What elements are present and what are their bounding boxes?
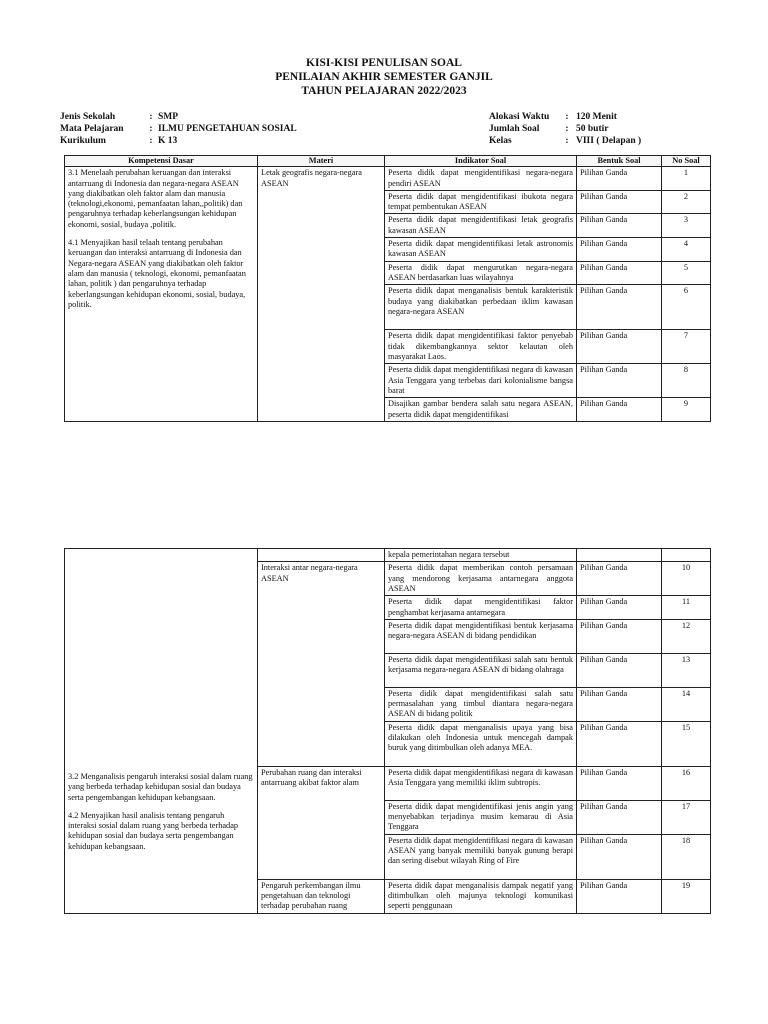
- materi-cell: Letak geografis negara-negara ASEAN: [258, 167, 385, 422]
- info-label: Mata Pelajaran: [60, 124, 124, 134]
- no-soal-cell: 16: [662, 766, 711, 800]
- no-soal-cell: 10: [662, 562, 711, 596]
- indikator-cell: Peserta didik dapat mengidentifikasi salah satu permasalahan yang timbul diantara negara-negara ASEAN di bidang politik: [385, 687, 577, 721]
- bentuk-cell: Pilihan Ganda: [577, 619, 662, 653]
- bentuk-cell: Pilihan Ganda: [577, 398, 662, 422]
- indikator-cell: Peserta didik dapat mengidentifikasi negara-negara pendiri ASEAN: [385, 167, 577, 191]
- info-value: 50 butir: [576, 124, 609, 134]
- no-soal-cell: 18: [662, 834, 711, 879]
- info-row-alokasi-waktu: [489, 111, 641, 123]
- indikator-cell: kepala pemerintahan negara tersebut: [385, 549, 577, 562]
- indikator-cell: Peserta didik dapat mengidentifikasi bentuk kerjasama negara-negara ASEAN di bidang pendidikan: [385, 619, 577, 653]
- info-row-jumlah-soal: [489, 123, 641, 135]
- info-label: Kurikulum: [60, 136, 106, 146]
- indikator-cell: Peserta didik dapat menganalisis bentuk karakteristik budaya yang diakibatkan perbedaan iklim kawasan negara-negara ASEAN: [385, 285, 577, 330]
- info-right: [489, 111, 641, 147]
- indikator-cell: Peserta didik dapat mengidentifikasi jenis angin yang menyebabkan terjadinya musim kemarau di Asia Tenggara: [385, 800, 577, 834]
- materi-cell: Interaksi antar negara-negara ASEAN: [258, 562, 385, 767]
- kd-3-1: 3.1 Menelaah perubahan keruangan dan interaksi antarruang di Indonesia dan negara-negara ASEAN yang diakibatkan oleh faktor alam dan manusia (teknologi,ekonomi, pemanfaatan lahan,,politik) dan pengaruhnya terhadap keberlangsungan kehidupan ekonomi, sosial, budaya ,politik.: [68, 168, 243, 229]
- header-indikator-soal: Indikator Soal: [385, 156, 577, 167]
- info-value: SMP: [158, 112, 179, 122]
- bentuk-cell: Pilihan Ganda: [577, 596, 662, 620]
- no-soal-cell: 12: [662, 619, 711, 653]
- doc-title-line2: PENILAIAN AKHIR SEMESTER GANJIL: [275, 71, 493, 83]
- info-value: K 13: [158, 136, 178, 146]
- info-value: ILMU PENGETAHUAN SOSIAL: [158, 124, 297, 134]
- bentuk-cell: Pilihan Ganda: [577, 330, 662, 364]
- no-soal-cell: 3: [662, 214, 711, 238]
- kompetensi-dasar-cell: [65, 167, 258, 422]
- no-soal-cell: 6: [662, 285, 711, 330]
- no-soal-cell: 1: [662, 167, 711, 191]
- indikator-cell: Peserta didik dapat menganalisis dampak negatif yang ditimbulkan oleh majunya teknologi komunikasi seperti penggunaan: [385, 879, 577, 913]
- bentuk-cell: Pilihan Ganda: [577, 687, 662, 721]
- bentuk-cell: Pilihan Ganda: [577, 285, 662, 330]
- table-header-row: [65, 156, 711, 167]
- kisi-table-part2: [64, 548, 711, 914]
- info-value: VIII ( Delapan ): [576, 136, 642, 146]
- header-no-soal: No Soal: [662, 156, 711, 167]
- info-row-kurikulum: [60, 135, 297, 147]
- no-soal-cell: 7: [662, 330, 711, 364]
- bentuk-cell: Pilihan Ganda: [577, 800, 662, 834]
- indikator-cell: Peserta didik dapat mengidentifikasi letak astronomis kawasan ASEAN: [385, 238, 577, 262]
- kd-4-2: 4.2 Menyajikan hasil analisis tentang pengaruh interaksi sosial dalam ruang yang berbeda terhadap kehidupan sosial dan budaya serta pengembangan kehidupan kebangsaan.: [68, 810, 239, 851]
- no-soal-cell: 8: [662, 364, 711, 398]
- bentuk-cell: Pilihan Ganda: [577, 653, 662, 687]
- indikator-cell: [385, 834, 577, 879]
- no-soal-cell: 17: [662, 800, 711, 834]
- bentuk-cell: Pilihan Ganda: [577, 766, 662, 800]
- kisi-table-part1: [64, 155, 711, 422]
- info-value: 120 Menit: [576, 112, 617, 122]
- no-soal-cell: 15: [662, 721, 711, 766]
- table-row-continued: [65, 549, 711, 562]
- info-label: Jenis Sekolah: [60, 112, 116, 122]
- materi-cell-empty: [258, 549, 385, 562]
- no-soal-cell: 11: [662, 596, 711, 620]
- no-soal-cell: 2: [662, 190, 711, 214]
- indikator-cell: Peserta didik dapat mengurutkan negara-negara ASEAN berdasarkan luas wilayahnya: [385, 261, 577, 285]
- table-row: [65, 167, 711, 191]
- bentuk-cell: Pilihan Ganda: [577, 167, 662, 191]
- no-soal-cell: 4: [662, 238, 711, 262]
- info-sep: :: [149, 124, 153, 134]
- info-sep: :: [149, 112, 153, 122]
- bentuk-cell: Pilihan Ganda: [577, 364, 662, 398]
- info-sep: :: [149, 136, 153, 146]
- indikator-cell: Disajikan gambar bendera salah satu negara ASEAN, peserta didik dapat mengidentifikasi: [385, 398, 577, 422]
- no-soal-cell: 14: [662, 687, 711, 721]
- materi-cell: Pengaruh perkembangan ilmu pengetahuan dan teknologi terhadap perubahan ruang: [258, 879, 385, 913]
- kompetensi-dasar-cell: [65, 549, 258, 914]
- info-left: [60, 111, 297, 147]
- indikator-cell: Peserta didik dapat mengidentifikasi negara di kawasan Asia Tenggara yang memiliki iklim subtropis.: [385, 766, 577, 800]
- info-row-kelas: [489, 135, 641, 147]
- no-soal-cell: 9: [662, 398, 711, 422]
- bentuk-cell: Pilihan Ganda: [577, 214, 662, 238]
- no-soal-cell: 19: [662, 879, 711, 913]
- doc-title-line1: KISI-KISI PENULISAN SOAL: [306, 57, 462, 69]
- indikator-cell: Peserta didik dapat mengidentifikasi ibukota negara tempat pembentukan ASEAN: [385, 190, 577, 214]
- indikator-cell: Peserta didik dapat menganalisis upaya yang bisa dilakukan oleh Indonesia untuk mencegah dampak buruk yang ditimbulkan oleh adanya MEA.: [385, 721, 577, 766]
- no-soal-cell: 13: [662, 653, 711, 687]
- indikator-cell: Peserta didik dapat mengidentifikasi faktor penghambat kerjasama antarnegara: [385, 596, 577, 620]
- no-soal-cell: 5: [662, 261, 711, 285]
- info-row-jenis-sekolah: [60, 111, 297, 123]
- bentuk-cell: Pilihan Ganda: [577, 562, 662, 596]
- bentuk-cell-empty: [577, 549, 662, 562]
- bentuk-cell: Pilihan Ganda: [577, 238, 662, 262]
- header-bentuk-soal: Bentuk Soal: [577, 156, 662, 167]
- bentuk-cell: Pilihan Ganda: [577, 834, 662, 879]
- indikator-cell: Peserta didik dapat mengidentifikasi letak geografis kawasan ASEAN: [385, 214, 577, 238]
- info-label: Kelas: [489, 136, 512, 146]
- no-soal-cell-empty: [662, 549, 711, 562]
- indikator-cell: Peserta didik dapat mengidentifikasi faktor penyebab tidak dikembangkannya sektor kelautan oleh masyarakat Laos.: [385, 330, 577, 364]
- indikator-text-ring-of-fire: Peserta didik dapat mengidentifikasi negara di kawasan ASEAN yang banyak memiliki banyak gunung berapi dan sering disebut wilayah Ring of Fire: [388, 835, 573, 866]
- header-kompetensi-dasar: Kompetensi Dasar: [65, 156, 258, 167]
- kd-4-1: 4.1 Menyajikan hasil telaah tentang perubahan keruangan dan interaksi antarruang di Indonesia dan Negara-negara ASEAN yang diakibatkan oleh faktor alam dan manusia ( teknologi, ekonomi, pemanfaatan lahan, politik ) dan pengaruhnya terhadap keberlangsungan kehidupan ekonomi, sosial, budaya, politik.: [68, 238, 246, 309]
- header-materi: Materi: [258, 156, 385, 167]
- info-label: Alokasi Waktu: [489, 112, 550, 122]
- info-row-mata-pelajaran: [60, 123, 297, 135]
- indikator-cell: Peserta didik dapat memberikan contoh persamaan yang mendorong kerjasama antarnegara anggota ASEAN: [385, 562, 577, 596]
- bentuk-cell: Pilihan Ganda: [577, 721, 662, 766]
- info-sep: :: [565, 112, 569, 122]
- indikator-cell: Peserta didik dapat mengidentifikasi negara di kawasan Asia Tenggara yang terbebas dari kolonialisme bangsa barat: [385, 364, 577, 398]
- materi-cell: Perubahan ruang dan interaksi antarruang akibat faktor alam: [258, 766, 385, 879]
- info-sep: :: [565, 124, 569, 134]
- indikator-cell: Peserta didik dapat mengidentifikasi salah satu bentuk kerjasama negara-negara ASEAN di bidang olahraga: [385, 653, 577, 687]
- info-sep: :: [565, 136, 569, 146]
- doc-title-line3: TAHUN PELAJARAN 2022/2023: [301, 85, 467, 97]
- kd-3-2: 3.2 Menganalisis pengaruh interaksi sosial dalam ruang yang berbeda terhadap kehidupan sosial dan budaya serta pengembangan kehidupan kebangsaan.: [68, 771, 253, 802]
- bentuk-cell: Pilihan Ganda: [577, 879, 662, 913]
- bentuk-cell: Pilihan Ganda: [577, 190, 662, 214]
- bentuk-cell: Pilihan Ganda: [577, 261, 662, 285]
- info-label: Jumlah Soal: [489, 124, 540, 134]
